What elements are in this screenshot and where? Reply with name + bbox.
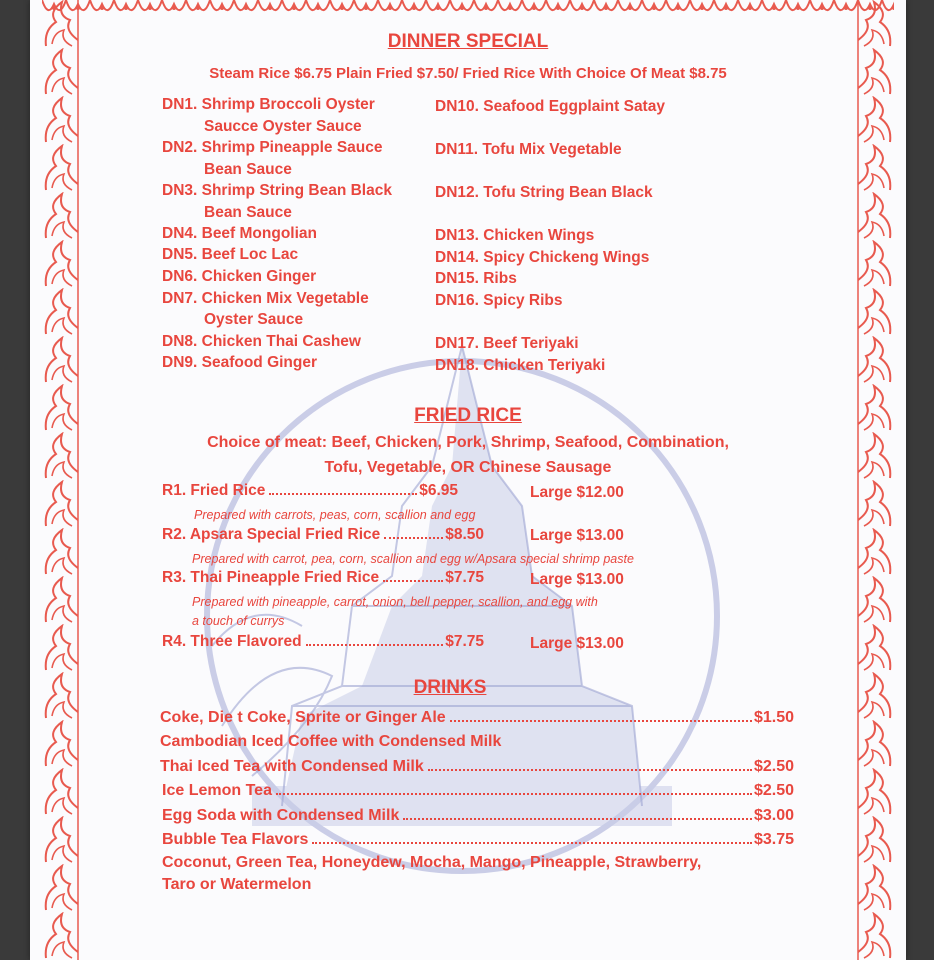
fried-rice-item — [162, 569, 484, 587]
bubble-tea-flavors: Taro or Watermelon — [162, 876, 312, 893]
leader-dots — [450, 720, 752, 722]
dinner-left-item: DN6. Chicken Ginger — [162, 268, 317, 285]
fried-rice-item — [162, 633, 484, 651]
leader-dots — [383, 580, 443, 582]
fried-rice-name: R4. Three Flavored — [162, 633, 302, 650]
dinner-right-item: DN11. Tofu Mix Vegetable — [435, 141, 622, 158]
fried-rice-price: $7.75 — [445, 569, 484, 586]
dinner-special-subtitle: Steam Rice $6.75 Plain Fried $7.50/ Fried Rice With Choice Of Meat $8.75 — [209, 65, 727, 82]
fried-rice-large-price: Large $13.00 — [530, 527, 624, 544]
drink-price: $1.50 — [753, 709, 794, 726]
dinner-left-item: Saucce Oyster Sauce — [204, 118, 362, 135]
drink-price: $2.50 — [753, 782, 794, 799]
leader-dots — [306, 644, 444, 646]
dinner-left-item: Bean Sauce — [204, 161, 292, 178]
dinner-right-item: DN18. Chicken Teriyaki — [435, 357, 606, 374]
fried-rice-desc: Prepared with carrots, peas, corn, scallion and egg — [194, 508, 476, 522]
drink-item — [160, 758, 794, 776]
drink-item — [160, 733, 501, 751]
dinner-left-item: DN9. Seafood Ginger — [162, 354, 318, 371]
drink-item — [162, 782, 794, 800]
dinner-right-item: DN17. Beef Teriyaki — [435, 335, 579, 352]
dinner-special-title: DINNER SPECIAL — [387, 31, 549, 52]
fried-rice-price: $7.75 — [445, 633, 484, 650]
drink-name: Coke, Die t Coke, Sprite or Ginger Ale — [160, 709, 446, 726]
bubble-tea-flavors: Coconut, Green Tea, Honeydew, Mocha, Mango, Pineapple, Strawberry, — [162, 854, 702, 871]
dinner-right-item: DN14. Spicy Chickeng Wings — [435, 249, 650, 266]
fried-rice-choice: Choice of meat: Beef, Chicken, Pork, Shrimp, Seafood, Combination, — [207, 434, 729, 451]
leader-dots — [428, 769, 752, 771]
fried-rice-item — [162, 526, 484, 544]
leader-dots — [384, 537, 443, 539]
dinner-left-item: DN3. Shrimp String Bean Black — [162, 182, 392, 199]
drinks-title: DRINKS — [413, 677, 487, 698]
drink-name: Egg Soda with Condensed Milk — [162, 807, 400, 824]
dinner-right-item: DN15. Ribs — [435, 270, 517, 287]
dinner-left-item: DN5. Beef Loc Lac — [162, 246, 299, 263]
drink-name: Thai Iced Tea with Condensed Milk — [160, 758, 424, 775]
fried-rice-name: R2. Apsara Special Fried Rice — [162, 526, 381, 543]
dinner-left-item: DN2. Shrimp Pineapple Sauce — [162, 139, 383, 156]
leader-dots — [269, 493, 417, 495]
dinner-left-item: DN8. Chicken Thai Cashew — [162, 333, 361, 350]
dinner-right-item: DN10. Seafood Eggplaint Satay — [435, 98, 665, 115]
dinner-left-item: Oyster Sauce — [204, 311, 304, 328]
fried-rice-price: $8.50 — [445, 526, 484, 543]
drink-item — [160, 709, 794, 727]
drink-price: $2.50 — [753, 758, 794, 775]
drink-item — [162, 807, 794, 825]
drink-price: $3.00 — [753, 807, 794, 824]
drink-item — [162, 831, 794, 849]
dinner-left-item: DN4. Beef Mongolian — [162, 225, 318, 242]
fried-rice-item — [162, 482, 458, 500]
fried-rice-large-price: Large $13.00 — [530, 571, 624, 588]
fried-rice-large-price: Large $13.00 — [530, 635, 624, 652]
leader-dots — [312, 842, 752, 844]
fried-rice-name: R3. Thai Pineapple Fried Rice — [162, 569, 380, 586]
drink-price: $3.75 — [753, 831, 794, 848]
dinner-left-item: DN1. Shrimp Broccoli Oyster — [162, 96, 375, 113]
fried-rice-choice: Tofu, Vegetable, OR Chinese Sausage — [324, 459, 612, 476]
dinner-left-item: Bean Sauce — [204, 204, 292, 221]
fried-rice-desc: a touch of currys — [192, 614, 285, 628]
fried-rice-large-price: Large $12.00 — [530, 484, 624, 501]
drink-name: Bubble Tea Flavors — [162, 831, 309, 848]
menu-page — [30, 0, 906, 960]
drink-name: Cambodian Iced Coffee with Condensed Milk — [160, 733, 502, 750]
menu-content — [30, 0, 906, 960]
fried-rice-price: $6.95 — [419, 482, 458, 499]
drink-name: Ice Lemon Tea — [162, 782, 272, 799]
leader-dots — [403, 818, 752, 820]
fried-rice-title: FRIED RICE — [414, 405, 522, 426]
dinner-left-item: DN7. Chicken Mix Vegetable — [162, 290, 369, 307]
leader-dots — [276, 793, 752, 795]
fried-rice-name: R1. Fried Rice — [162, 482, 266, 499]
dinner-right-item: DN12. Tofu String Bean Black — [435, 184, 653, 201]
dinner-right-item: DN16. Spicy Ribs — [435, 292, 563, 309]
dinner-right-item: DN13. Chicken Wings — [435, 227, 595, 244]
fried-rice-desc: Prepared with pineapple, carrot, onion, bell pepper, scallion, and egg with — [192, 595, 598, 609]
fried-rice-desc: Prepared with carrot, pea, corn, scallion and egg w/Apsara special shrimp paste — [192, 552, 634, 566]
